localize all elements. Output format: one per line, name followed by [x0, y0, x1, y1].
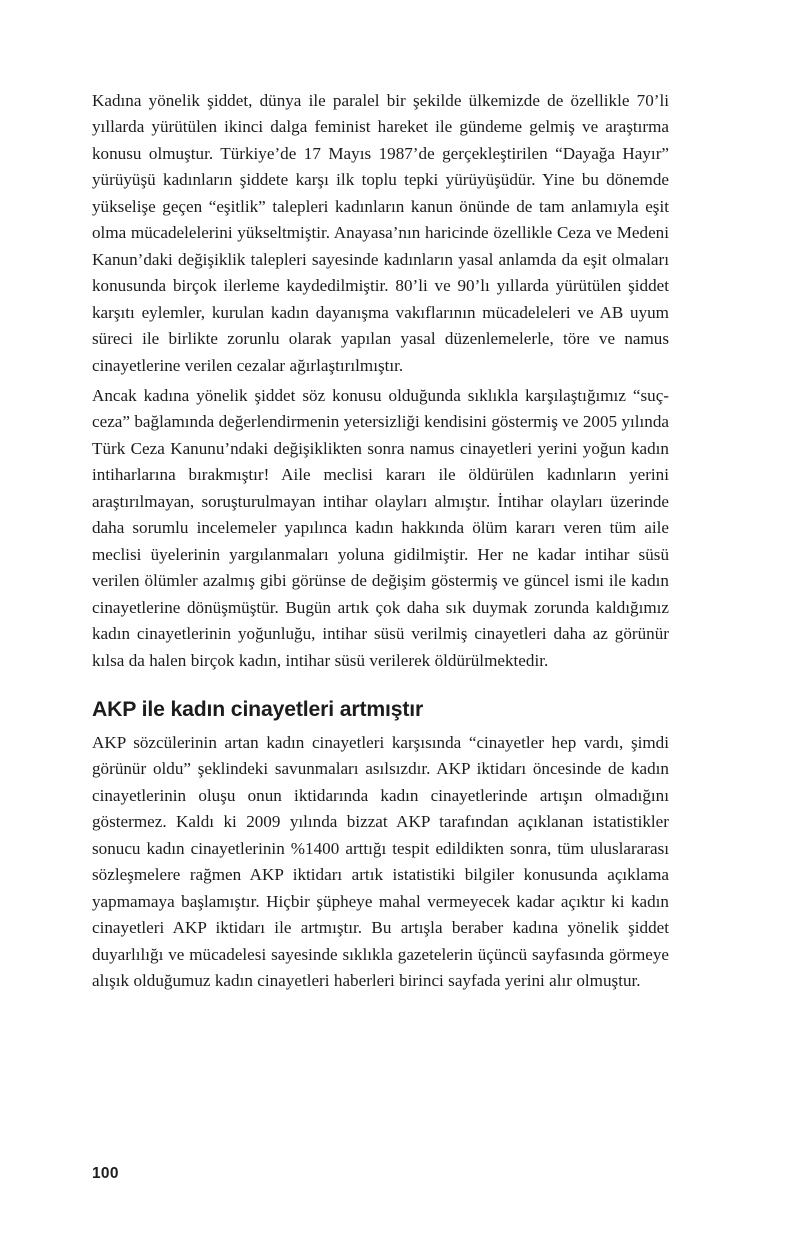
text-column: [92, 88, 669, 995]
paragraph-1: Kadına yönelik şiddet, dünya ile paralel bir şekilde ülkemizde de özellikle 70’li yıllarda yürütülen ikinci dalga feminist hareket ile gündeme gelmiş ve araştırma konusu olmuştur. Türkiye’de 17 Mayıs 1987’de gerçekleştirilen “Dayağa Hayır” yürüyüşü kadınların şiddete karşı ilk toplu tepki yürüyüşüdür. Yine bu dönemde yükselişe geçen “eşitlik” talepleri kadınların kanun önünde de tam anlamıyla eşit olma mücadelelerini yükseltmiştir. Anayasa’nın haricinde özellikle Ceza ve Medeni Kanun’daki değişiklik talepleri sayesinde kadınların yasal anlamda da eşit olmaları konusunda birçok ilerleme kaydedilmiştir. 80’li ve 90’lı yıllarda yürütülen şiddet karşıtı eylemler, kurulan kadın dayanışma vakıflarının mücadeleleri ve AB uyum süreci ile birlikte zorunlu olarak yapılan yasal düzenlemelerle, töre ve namus cinayetlerine verilen cezalar ağırlaştırılmıştır.: [92, 91, 669, 375]
paragraph-2: Ancak kadına yönelik şiddet söz konusu olduğunda sıklıkla karşılaştığımız “suç-ceza” bağlamında değerlendirmenin yetersizliği kendisini göstermiş ve 2005 yılında Türk Ceza Kanunu’ndaki değişiklikten sonra namus cinayetleri yerini yoğun kadın intiharlarına bırakmıştır! Aile meclisi kararı ile öldürülen kadınların yerini araştırılmayan, soruşturulmayan intihar olayları almıştır. İntihar olayları üzerinde daha sorumlu incelemeler yapılınca kadın hakkında ölüm kararı veren tüm aile meclisi üyelerinin yargılanmaları yoluna gidilmiştir. Her ne kadar intihar süsü verilen ölümler azalmış gibi görünse de değişim göstermiş ve güncel ismi ile kadın cinayetlerine dönüşmüştür. Bugün artık çok daha sık duymak zorunda kaldığımız kadın cinayetlerinin yoğunluğu, intihar süsü verilmiş cinayetleri daha az görünür kılsa da halen birçok kadın, intihar süsü verilerek öldürülmektedir.: [92, 385, 669, 670]
section-heading-akp: AKP ile kadın cinayetleri artmıştır: [92, 697, 424, 721]
paragraph-3: AKP sözcülerinin artan kadın cinayetleri karşısında “cinayetler hep vardı, şimdi görünür oldu” şeklindeki savunmaları asılsızdır. AKP iktidarı öncesinde de kadın cinayetlerinin oluşu onun iktidarında kadın cinayetlerinde artışın olmadığını göstermez. Kaldı ki 2009 yılında bizzat AKP tarafından açıklanan istatistikler sonucu kadın cinayetlerinin %1400 arttığı tespit edildikten sonra, tüm uluslararası sözleşmelere rağmen AKP iktidarı artık istatistiki bilgiler konusunda açıklama yapmamaya başlamıştır. Hiçbir şüpheye mahal vermeyecek kadar açıktır ki kadın cinayetleri AKP iktidarı ile artmıştır. Bu artışla beraber kadına yönelik şiddet duyarlılığı ve mücadelesi sayesinde sıklıkla gazetelerin üçüncü sayfasında görmeye alışık olduğumuz kadın cinayetleri haberleri birinci sayfada yerini alır olmuştur.: [92, 732, 669, 991]
page-number: 100: [92, 1165, 119, 1182]
